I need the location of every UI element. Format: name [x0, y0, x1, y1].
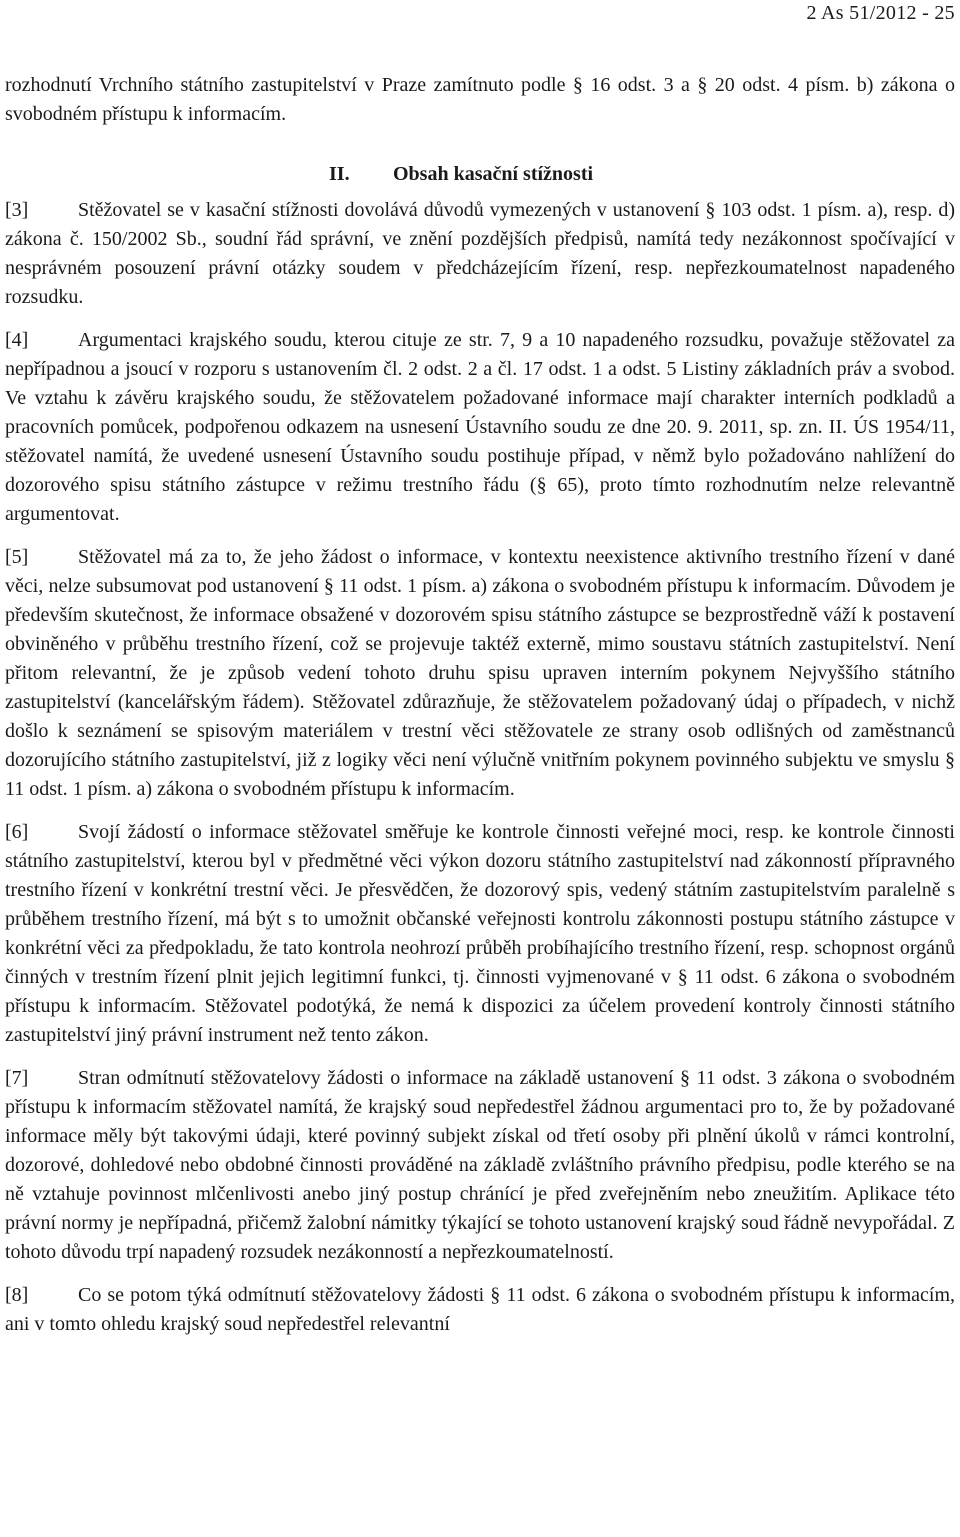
paragraph-4	[5, 326, 955, 529]
paragraph-number: [5]	[5, 546, 29, 568]
paragraph-text: Svojí žádostí o informace stěžovatel směřuje ke kontrole činnosti veřejné moci, resp. ke kontrole činnosti státního zastupitelství, kterou byl v předmětné věci výkon dozoru státního zastupitelství nad zákonností přípravného trestního řízení v konkrétní trestní věci. Je přesvědčen, že dozorový spis, vedený státním zastupitelstvím paralelně s průběhem trestního řízení, má být s to umožnit občanské veřejnosti kontrolu zákonnosti postupu státního zástupce v konkrétní věci za předpokladu, že tato kontrola neohrozí průběh probíhajícího trestního řízení, resp. schopnost orgánů činných v trestním řízení plnit jejich legitimní funkci, tj. činnosti vyjmenované v § 11 odst. 6 zákona o svobodném přístupu k informacím. Stěžovatel podotýká, že nemá k dispozici za účelem provedení kontroly činnosti státního zastupitelství jiný právní instrument než tento zákon.	[5, 821, 955, 1046]
document-body	[5, 71, 955, 1339]
paragraph-text: Co se potom týká odmítnutí stěžovatelovy žádosti § 11 odst. 6 zákona o svobodném přístupu k informacím, ani v tomto ohledu krajský soud nepředestřel relevantní	[5, 1284, 955, 1335]
paragraph-text: Stran odmítnutí stěžovatelovy žádosti o informace na základě ustanovení § 11 odst. 3 zákona o svobodném přístupu k informacím stěžovatel namítá, že krajský soud nepředestřel žádnou argumentaci pro to, že by požadované informace měly být takovými údaji, které povinný subjekt získal od třetí osoby při plnění úkolů v rámci kontrolní, dozorové, dohledové nebo obdobné činnosti prováděné na základě zvláštního právního předpisu, podle kterého se na ně vztahuje povinnost mlčenlivosti anebo jiný postup chránící je před zveřejněním nebo zneužitím. Aplikace této právní normy je nepřípadná, přičemž žalobní námitky týkající se tohoto ustanovení krajský soud řádně nevypořádal. Z tohoto důvodu trpí napadený rozsudek nezákonností a nepřezkoumatelností.	[5, 1067, 955, 1263]
section-heading	[5, 160, 955, 189]
paragraph-number: [8]	[5, 1284, 29, 1306]
paragraph-3	[5, 196, 955, 312]
paragraph-6	[5, 818, 955, 1050]
section-roman-numeral: II.	[329, 163, 350, 185]
paragraph-text: Stěžovatel má za to, že jeho žádost o informace, v kontextu neexistence aktivního trestního řízení v dané věci, nelze subsumovat pod ustanovení § 11 odst. 1 písm. a) zákona o svobodném přístupu k informacím. Důvodem je především skutečnost, že informace obsažené v dozorovém spisu státního zástupce se bezprostředně váží k postavení obviněného v průběhu trestního řízení, což se projevuje taktéž externě, mimo soustavu státních zastupitelství. Není přitom relevantní, že je způsob vedení tohoto druhu spisu upraven interním pokynem Nejvyššího státního zastupitelství (kancelářským řádem). Stěžovatel zdůrazňuje, že stěžovatelem požadovaný údaj o případech, v nichž došlo k seznámení se spisovým materiálem v trestní věci stěžovatele ze strany osob odlišných od zaměstnanců dozorujícího státního zastupitelství, již z logiky věci není výlučně vnitřním pokynem povinného subjektu ve smyslu § 11 odst. 1 písm. a) zákona o svobodném přístupu k informacím.	[5, 546, 955, 800]
paragraph-7	[5, 1064, 955, 1267]
section-title: Obsah kasační stížnosti	[393, 163, 594, 185]
paragraph-number: [7]	[5, 1067, 29, 1089]
paragraph-5	[5, 543, 955, 804]
paragraph-number: [3]	[5, 199, 29, 221]
case-number: 2 As 51/2012 - 25	[806, 2, 955, 24]
paragraph-number: [6]	[5, 821, 29, 843]
paragraph-number: [4]	[5, 329, 29, 351]
paragraph-8	[5, 1281, 955, 1339]
paragraph-text: Stěžovatel se v kasační stížnosti dovolává důvodů vymezených v ustanovení § 103 odst. 1 písm. a), resp. d) zákona č. 150/2002 Sb., soudní řád správní, ve znění pozdějších předpisů, namítá tedy nezákonnost spočívající v nesprávném posouzení právní otázky soudem v předcházejícím řízení, resp. nepřezkoumatelnost napadeného rozsudku.	[5, 199, 955, 308]
intro-paragraph: rozhodnutí Vrchního státního zastupitelství v Praze zamítnuto podle § 16 odst. 3 a § 20 odst. 4 písm. b) zákona o svobodném přístupu k informacím.	[5, 74, 955, 125]
paragraph-text: Argumentaci krajského soudu, kterou cituje ze str. 7, 9 a 10 napadeného rozsudku, považuje stěžovatel za nepřípadnou a jsoucí v rozporu s ustanovením čl. 2 odst. 2 a čl. 17 odst. 1 a odst. 5 Listiny základních práv a svobod. Ve vztahu k závěru krajského soudu, že stěžovatelem požadované informace mají charakter interních podkladů a pracovních pomůcek, podpořenou odkazem na usnesení Ústavního soudu ze dne 20. 9. 2011, sp. zn. II. ÚS 1954/11, stěžovatel namítá, že uvedené usnesení Ústavního soudu postihuje případ, v němž bylo požadováno nahlížení do dozorového spisu státního zástupce v režimu trestního řádu (§ 65), proto tímto rozhodnutím nelze relevantně argumentovat.	[5, 329, 955, 525]
